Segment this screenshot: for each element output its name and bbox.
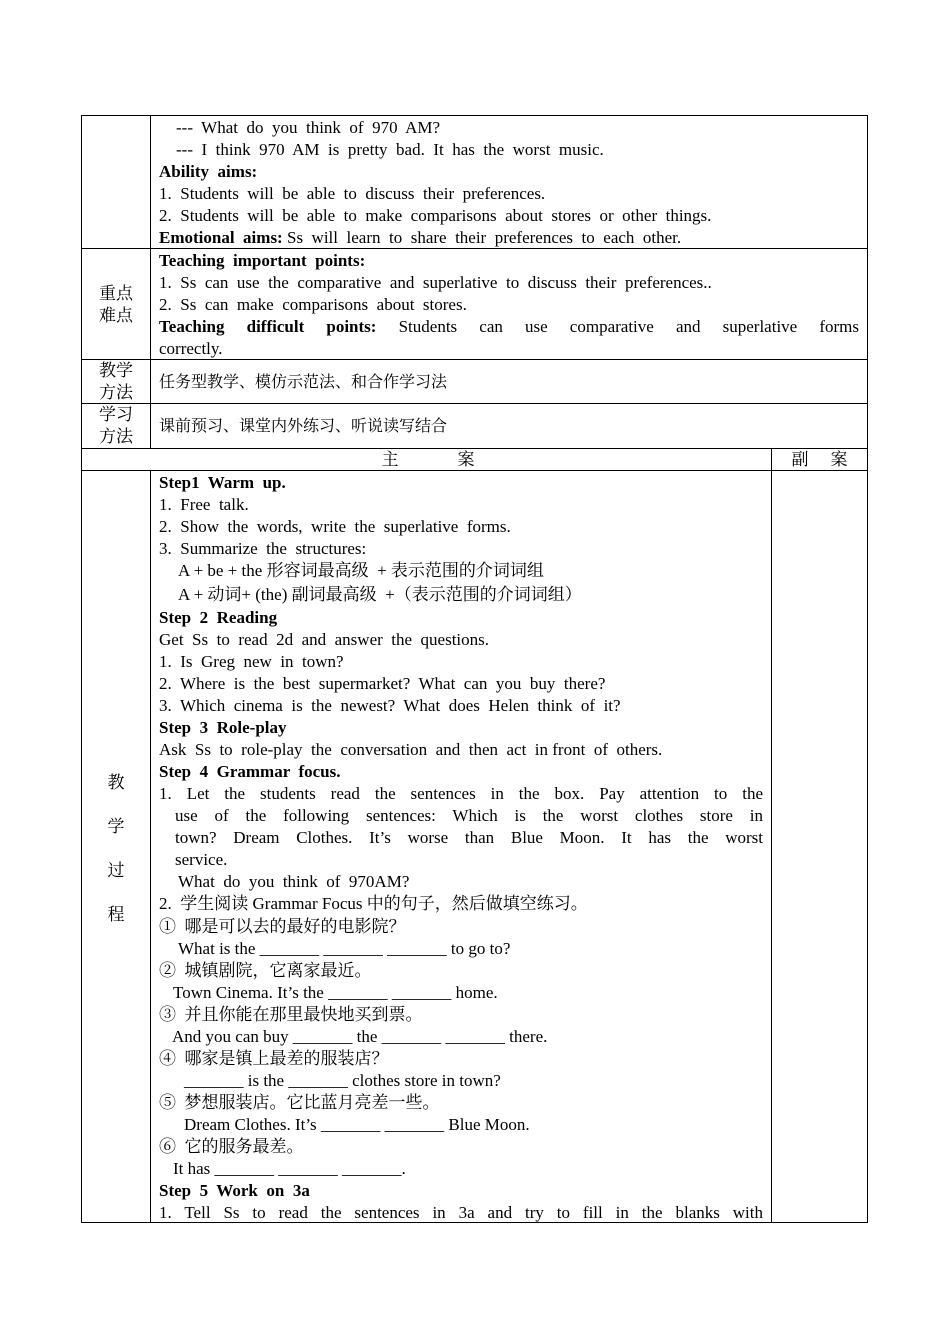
table-border-top — [81, 115, 868, 116]
process-label-char-2: 学 — [107, 817, 125, 837]
emotional-aims-text: Ss will learn to share their preferences to each other. — [282, 228, 682, 247]
step4-item1-line-1: 1. Let the students read the sentences in the box. Pay attention to the — [159, 784, 763, 803]
side-column-divider — [771, 449, 772, 1223]
key-points-label-line-2: 难点 — [99, 306, 133, 326]
step1-heading: Step1 Warm up. — [159, 473, 286, 492]
exercise-5-chinese: ⑤ 梦想服装店。它比蓝月亮差一些。 — [159, 1093, 440, 1112]
learning-method-label-line-1: 学习 — [99, 405, 133, 425]
learning-method-value: 课前预习、课堂内外练习、听说读写结合 — [159, 416, 448, 435]
step4-item1-line-3: town? Dream Clothes. It’s worse than Blue Moon. It has the worst — [175, 828, 763, 847]
step2-question-1: 1. Is Greg new in town? — [159, 652, 344, 671]
step4-item1-line-2: use of the following sentences: Which is the worst clothes store in — [175, 806, 763, 825]
step4-item-2: 2. 学生阅读 Grammar Focus 中的句子，然后做填空练习。 — [159, 894, 588, 913]
exercise-4-chinese: ④ 哪家是镇上最差的服装店？ — [159, 1049, 389, 1068]
learning-method-label-line-2: 方法 — [99, 427, 133, 447]
key-points-label-line-1: 重点 — [99, 284, 133, 304]
step5-heading: Step 5 Work on 3a — [159, 1181, 310, 1200]
step5-line: 1. Tell Ss to read the sentences in 3a and try to fill in the blanks with — [159, 1203, 763, 1222]
difficult-points — [159, 316, 859, 338]
teaching-method-label-line-1: 教学 — [99, 361, 133, 381]
main-plan-header-char-2: 案 — [457, 450, 475, 470]
step1-item-3: 3. Summarize the structures: — [159, 539, 367, 558]
exercise-2-chinese: ② 城镇剧院，它离家最近。 — [159, 961, 372, 980]
step2-intro: Get Ss to read 2d and answer the questions. — [159, 630, 490, 649]
step1-item-2: 2. Show the words, write the superlative forms. — [159, 517, 511, 536]
important-points-heading: Teaching important points: — [159, 251, 366, 270]
exercise-6-english: It has _______ _______ _______. — [173, 1159, 406, 1178]
main-plan-header-char-1: 主 — [381, 450, 399, 470]
ability-aims-heading: Ability aims: — [159, 162, 258, 181]
process-label-char-4: 程 — [107, 905, 125, 925]
dialogue-line-2: --- I think 970 AM is pretty bad. It has the worst music. — [176, 140, 604, 159]
exercise-3-english: And you can buy _______ the _______ _______ there. — [172, 1027, 548, 1046]
side-plan-header-char-2: 案 — [830, 450, 848, 470]
exercise-3-chinese: ③ 并且你能在那里最快地买到票。 — [159, 1005, 423, 1024]
table-border-right — [867, 115, 868, 1223]
label-column-divider-lower — [150, 470, 151, 1223]
process-label-char-1: 教 — [107, 773, 125, 793]
step2-question-3: 3. Which cinema is the newest? What does Helen think of it? — [159, 696, 621, 715]
step4-heading: Step 4 Grammar focus. — [159, 762, 341, 781]
step2-heading: Step 2 Reading — [159, 608, 278, 627]
formula-2: A + 动词+ (the) 副词最高级 +（表示范围的介词词组） — [178, 585, 582, 604]
exercise-5-english: Dream Clothes. It’s _______ _______ Blue Moon. — [184, 1115, 530, 1134]
side-plan-header-char-1: 副 — [791, 450, 809, 470]
ability-aim-1: 1. Students will be able to discuss their preferences. — [159, 184, 546, 203]
teaching-method-value: 任务型教学、模仿示范法、和合作学习法 — [159, 372, 448, 391]
emotional-aims — [159, 227, 681, 249]
exercise-6-chinese: ⑥ 它的服务最差。 — [159, 1137, 304, 1156]
step3-heading: Step 3 Role-play — [159, 718, 287, 737]
step4-item1-extra: What do you think of 970AM? — [178, 872, 410, 891]
label-column-divider-upper — [150, 115, 151, 449]
difficult-points-end: correctly. — [159, 339, 223, 358]
difficult-points-text: Students can use comparative and superlative forms — [398, 317, 860, 336]
exercise-1-chinese: ① 哪是可以去的最好的电影院？ — [159, 917, 406, 936]
row-divider-3 — [81, 403, 868, 404]
exercise-4-english: _______ is the _______ clothes store in town? — [184, 1071, 501, 1090]
important-point-1: 1. Ss can use the comparative and superlative to discuss their preferences.. — [159, 273, 712, 292]
step4-item1-end: service. — [175, 850, 228, 869]
emotional-aims-heading: Emotional aims: — [159, 228, 283, 247]
table-border-left — [81, 115, 82, 1223]
exercise-2-english: Town Cinema. It’s the _______ _______ home. — [173, 983, 498, 1002]
difficult-points-heading: Teaching difficult points: — [159, 317, 377, 336]
exercise-1-english: What is the _______ _______ _______ to go to? — [178, 939, 511, 958]
step3-text: Ask Ss to role-play the conversation and then act in front of others. — [159, 740, 663, 759]
ability-aim-2: 2. Students will be able to make comparisons about stores or other things. — [159, 206, 712, 225]
teaching-method-label-line-2: 方法 — [99, 383, 133, 403]
formula-1: A + be + the 形容词最高级 + 表示范围的介词词组 — [178, 561, 544, 580]
important-point-2: 2. Ss can make comparisons about stores. — [159, 295, 467, 314]
dialogue-line-1: --- What do you think of 970 AM? — [176, 118, 441, 137]
step2-question-2: 2. Where is the best supermarket? What can you buy there? — [159, 674, 606, 693]
step1-item-1: 1. Free talk. — [159, 495, 249, 514]
process-label-char-3: 过 — [107, 861, 125, 881]
